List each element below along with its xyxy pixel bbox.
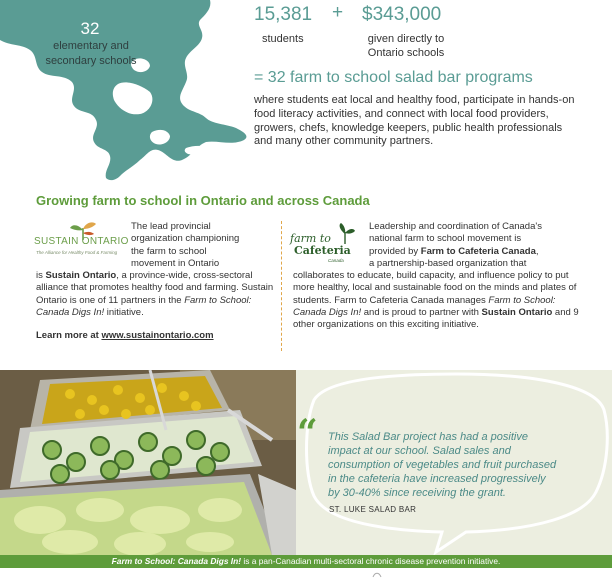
text-run: collaborates to educate, build capacity, and influence policy to put more healthy, local and sustainable food on the minds and plates of students. Farm to Cafeteria Canada manages <box>293 270 577 306</box>
testimonial-source: ST. LUKE SALAD BAR <box>329 505 417 514</box>
text-run: and 9 other organizations on this exciting initiative. <box>293 306 579 331</box>
page-mark <box>372 571 382 580</box>
school-count-label: elementary and secondary schools <box>45 40 137 67</box>
f2c-intro-line: a partnership-based organization that <box>369 257 527 269</box>
testimonial-text: This Salad Bar project has had a positive impact at our school. Salad sales and consumption of vegetables and fruit purchased in the cafeteria have increased progressively by 30-40% since receiving the grant. <box>328 431 557 499</box>
text-run: , <box>535 245 539 257</box>
f2c-logo-line1: farm to <box>290 232 331 245</box>
f2c-logo-line2: Cafeteria <box>294 244 351 257</box>
sustain-org-name: Sustain Ontario <box>481 306 553 318</box>
text-run: , a province-wide, cross-sectoral alliance that promotes healthy food and farming. Sustain Ontario is one of 11 partners in the <box>36 270 274 306</box>
text-run: provided by <box>369 245 421 257</box>
ontario-map-shape <box>0 0 260 182</box>
initiative-name: Farm to School: Canada Digs In! <box>293 294 556 318</box>
f2c-intro-line <box>369 246 579 258</box>
money-label <box>354 33 458 60</box>
footer-text: is a pan-Canadian multi-sectoral chronic disease prevention initiative. <box>241 556 501 566</box>
program-description: where students eat local and healthy food, participate in hands-on food literacy activities, and connect with local food providers, growers, chefs, knowledge keepers, public health professionals and many other community partners. <box>254 94 575 148</box>
money-label-line1: given directly to <box>367 33 445 45</box>
text-run: is <box>36 270 46 281</box>
sustain-logo-text: SUSTAIN ONTARIO <box>34 236 129 247</box>
plus-sign: + <box>332 2 344 23</box>
f2c-intro-line: national farm to school movement is <box>369 233 522 245</box>
sustain-org-name: Sustain Ontario <box>45 270 117 281</box>
initiative-name: Farm to School: Canada Digs In! <box>36 294 252 318</box>
text-run: initiative. <box>104 306 144 318</box>
section-title: Growing farm to school in Ontario and across Canada <box>36 193 370 208</box>
text-run: and is proud to partner with <box>361 306 482 318</box>
sustain-intro <box>131 221 281 270</box>
leaf-icon <box>334 222 356 244</box>
initiative-name: Farm to School: Canada Digs In! <box>111 556 242 566</box>
money-label-line2: Ontario schools <box>367 46 445 59</box>
students-value: 15,381 <box>254 4 313 25</box>
sustain-website-link[interactable]: www.sustainontario.com <box>101 330 214 341</box>
f2c-intro <box>369 221 579 270</box>
f2c-org-name: Farm to Cafeteria Canada <box>420 245 536 257</box>
column-divider <box>281 221 282 351</box>
f2c-logo-line3: Canada <box>328 258 344 263</box>
sustain-intro-line: The lead provincial <box>131 221 211 232</box>
footer-banner <box>0 555 612 568</box>
school-count: 32 <box>80 19 100 38</box>
students-label: students <box>262 33 304 45</box>
salad-bar-headline: = 32 farm to school salad bar programs <box>254 69 533 86</box>
money-value: $343,000 <box>362 4 442 25</box>
sustain-intro-line: the farm to school <box>131 245 207 257</box>
salad-bar-photo <box>0 370 296 555</box>
quote-mark-icon: “ <box>297 412 318 454</box>
f2c-paragraph <box>293 270 579 331</box>
page-mark-icon <box>372 571 382 579</box>
sustain-paragraph <box>36 270 276 319</box>
sustain-intro-line: movement in Ontario <box>131 257 220 269</box>
ontario-map <box>0 0 260 182</box>
sustain-intro-line: organization championing <box>131 233 240 245</box>
farm-to-cafeteria-logo <box>290 222 360 270</box>
salad-bar-illustration <box>0 370 296 555</box>
sustain-ontario-logo <box>34 220 129 264</box>
f2c-intro-line: Leadership and coordination of Canada's <box>369 221 542 232</box>
learn-more <box>36 330 214 341</box>
sustain-logo-tagline: The Alliance for Healthy Food & Farming <box>36 250 118 255</box>
learn-more-label: Learn more at <box>36 330 102 341</box>
